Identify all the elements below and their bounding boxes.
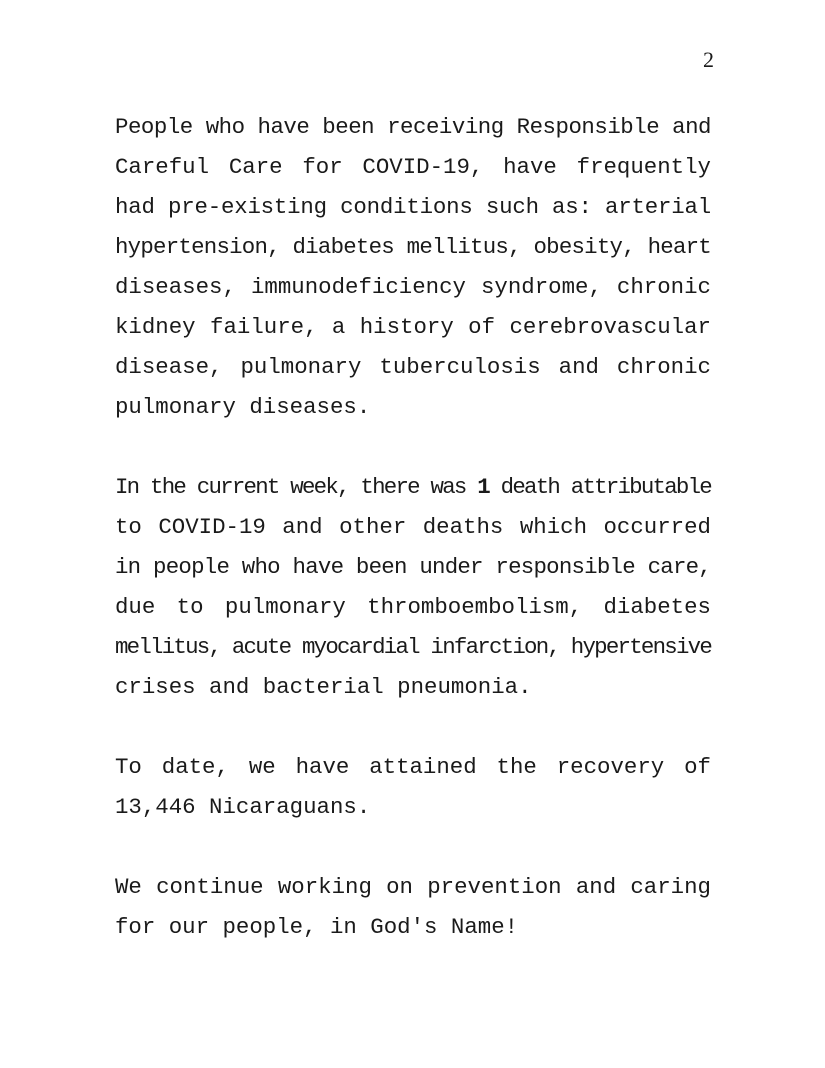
line-text: disease, pulmonary tuberculosis and chronic [115, 354, 711, 380]
line-text: due to pulmonary thromboembolism, diabetes [115, 594, 711, 620]
text-line [115, 507, 711, 547]
line-text: People who have been receiving Responsible and [115, 114, 711, 140]
text-column [115, 107, 711, 987]
line-text: hypertension, diabetes mellitus, obesity, heart [115, 234, 711, 260]
paragraph-preexisting-conditions [115, 107, 711, 427]
line-text-segment: death attributable [488, 474, 711, 500]
paragraph-recoveries [115, 747, 711, 827]
paragraph-closing [115, 867, 711, 947]
text-line [115, 147, 711, 187]
text-line [115, 267, 711, 307]
text-line [115, 747, 711, 787]
deaths-count-bold: 1 [477, 474, 489, 500]
text-line [115, 587, 711, 627]
text-line [115, 467, 711, 507]
line-text: Careful Care for COVID-19, have frequently [115, 154, 711, 180]
text-line [115, 307, 711, 347]
line-text: mellitus, acute myocardial infarction, hypertensive [115, 634, 711, 660]
line-text: for our people, in God's Name! [115, 914, 519, 940]
text-line [115, 227, 711, 267]
line-text: had pre-existing conditions such as: arterial [115, 194, 711, 220]
text-line [115, 667, 711, 707]
line-text: We continue working on prevention and caring [115, 874, 711, 900]
line-text: in people who have been under responsible care, [115, 554, 711, 580]
line-text: kidney failure, a history of cerebrovascular [115, 314, 711, 340]
text-line [115, 787, 711, 827]
line-text: To date, we have attained the recovery of [115, 754, 711, 780]
line-text: 13,446 Nicaraguans. [115, 794, 371, 820]
line-text [115, 474, 711, 500]
line-text-segment: In the current week, there was [115, 474, 478, 500]
line-text: diseases, immunodeficiency syndrome, chronic [115, 274, 711, 300]
line-text: crises and bacterial pneumonia. [115, 674, 532, 700]
page-number: 2 [703, 47, 714, 72]
text-line [115, 107, 711, 147]
paragraph-weekly-deaths [115, 467, 711, 707]
text-line [115, 347, 711, 387]
line-text: to COVID-19 and other deaths which occurred [115, 514, 711, 540]
text-line [115, 867, 711, 907]
text-line [115, 187, 711, 227]
text-line [115, 627, 711, 667]
text-line [115, 547, 711, 587]
text-line [115, 387, 711, 427]
line-text: pulmonary diseases. [115, 394, 371, 420]
text-line [115, 907, 711, 947]
